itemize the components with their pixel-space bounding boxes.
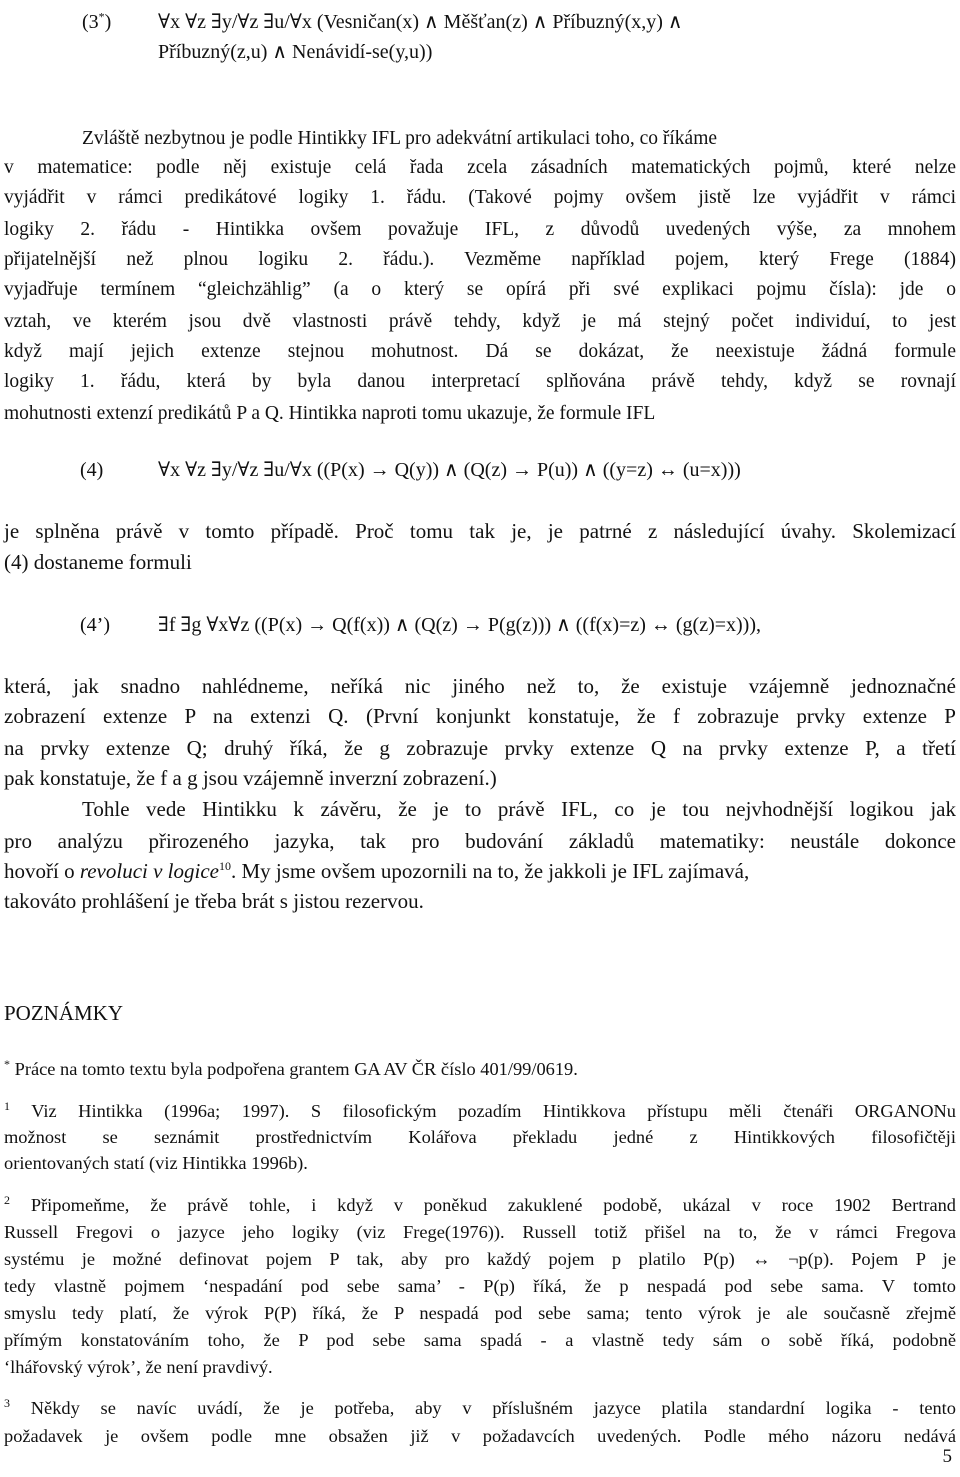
formula-3-label: (3*): [82, 9, 112, 33]
para2-line-2: (4) dostaneme formuli: [4, 550, 192, 574]
footnote-1-line-3: orientovaných statí (viz Hintikka 1996b).: [4, 1153, 308, 1173]
para1-line-5: přijatelnější než plnou logiku 2. řádu.). Vezměme například pojem, který Frege (1884): [4, 249, 956, 270]
footnote-2-line-1: $^2$ Připomeňme, že právě tohle, i když v poněkud zakuklené podobě, ukázal v roce 1902 Bertrand: [4, 1192, 956, 1215]
para4-line-2: pro analýzu přirozeného jazyka, tak pro budování základů matematiky: neustále dokonce: [4, 829, 956, 853]
footnote-star: * Práce na tomto textu byla podpořena grantem GA AV ČR číslo 401/99/0619.: [4, 1056, 578, 1079]
para1-line-3: vyjádřit v rámci predikátové logiky 1. řádu. (Takové pojmy ovšem jistě lze vyjádřit v rámci: [4, 187, 956, 208]
formula-4-label: (4): [80, 459, 104, 481]
para1-line-10: mohutnosti extenzí predikátů P a Q. Hintikka naproti tomu ukazuje, že formule IFL: [4, 403, 656, 424]
page-number: 5: [942, 1446, 952, 1467]
para1-line-1: Zvláště nezbytnou je podle Hintikky IFL pro adekvátní artikulaci toho, co říkáme: [82, 128, 718, 149]
para1-line-4: logiky 2. řádu - Hintikka ovšem považuje IFL, z důvodů uvedených výše, za mnohem: [4, 219, 956, 240]
footnote-2-line-4: tedy vlastně pojmem ‘nespadání pod sebe sama’ - P(p) říká, že p nespadá pod sebe sama. V tomto: [4, 1276, 956, 1296]
footnote-3-line-1: $^3$ Někdy se navíc uvádí, že je potřeba, aby v příslušném jazyce platila standardní logika - tento: [4, 1395, 956, 1418]
para3-line-2: zobrazení extenze P na extenzi Q. (První konjunkt konstatuje, že f zobrazuje prvky extenze P: [4, 704, 956, 728]
formula-4prime-label: (4’): [80, 614, 110, 636]
para1-line-7: vztah, ve kterém jsou dvě vlastnosti právě tehdy, když je má stejný počet individuí, to jest: [4, 311, 956, 332]
formula-3-line-2: Příbuzný(z,u) ∧ Nenávidí-se(y,u)): [158, 41, 433, 63]
formula-3-line-1: ∀x ∀z ∃y/∀z ∃u/∀x (Vesničan(x) ∧ Měšťan(z) ∧ Příbuzný(x,y) ∧: [158, 11, 683, 33]
para1-line-9: logiky 1. řádu, která by byla danou interpretací splňována právě tehdy, když se rovnají: [4, 371, 956, 392]
para4-line-3: hovoří o revoluci v logice$^{10}$. My jsme ovšem upozornili na to, že jakkoli je IFL zajímavá,: [4, 859, 750, 883]
footnote-1-line-1: $^1$ Viz Hintikka (1996a; 1997). S filosofickým pozadím Hintikkova přístupu měli čtenáři ORGANONu: [4, 1098, 956, 1121]
para2-line-1: je splněna právě v tomto případě. Proč tomu tak je, je patrné z následující úvahy. Skolemizací: [4, 519, 956, 543]
para1-line-8: když mají jejich extenze stejnou mohutnost. Dá se dokázat, že neexistuje žádná formule: [4, 341, 956, 362]
para1-line-2: v matematice: podle něj existuje celá řada zcela zásadních matematických pojmů, které nelze: [4, 157, 956, 178]
formula-4-body: ∀x ∀z ∃y/∀z ∃u/∀x ((P(x) → Q(y)) ∧ (Q(z) → P(u)) ∧ ((y=z) ↔ (u=x))): [158, 459, 741, 481]
notes-heading: POZNÁMKY: [4, 1001, 124, 1025]
para3-line-4: pak konstatuje, že f a g jsou vzájemně inverzní zobrazení.): [4, 766, 497, 790]
footnote-2-line-3: systému je možné definovat pojem P tak, aby pro každý pojem p platilo P(p) ↔ ¬p(p). Pojem P je: [4, 1249, 956, 1269]
footnote-2-line-7: ‘lhářovský výrok’, že není pravdivý.: [4, 1357, 273, 1377]
footnote-2-line-5: smyslu tedy platí, že výrok P(P) říká, že P nespadá pod sebe sama; tento výrok je ale současně zřejmě: [4, 1303, 956, 1323]
formula-4prime-body: ∃f ∃g ∀x∀z ((P(x) → Q(f(x)) ∧ (Q(z) → P(g(z))) ∧ ((f(x)=z) ↔ (g(z)=x))),: [158, 614, 761, 636]
para4-line-1: Tohle vede Hintikku k závěru, že je to právě IFL, co je tou nejvhodnější logikou jak: [82, 797, 956, 821]
para3-line-1: která, jak snadno nahlédneme, neříká nic jiného než to, že existuje vzájemně jednoznačné: [4, 674, 956, 698]
footnote-3-line-2: požadavek je ovšem podle mne obsažen již v požadavcích uvedených. Podle mého názoru nedává: [4, 1426, 956, 1446]
para1-line-6: vyjadřuje termínem “gleichzählig” (a o který se opírá při své explikaci pojmu čísla): jde o: [4, 279, 956, 300]
para3-line-3: na prvky extenze Q; druhý říká, že g zobrazuje prvky extenze Q na prvky extenze P, a třetí: [4, 736, 956, 760]
footnote-2-line-2: Russell Fregovi o jazyce jeho logiky (viz Frege(1976)). Russell totiž přišel na to, že v rámci Fregova: [4, 1222, 956, 1242]
footnote-2-line-6: přímým konstatováním toho, že P pod sebe sama spadá - a vlastně tedy sám o sobě říká, podobně: [4, 1330, 956, 1350]
footnote-1-line-2: možnost se seznámit prostřednictvím Kolářova překladu jedné z Hintikkových filosofičtěji: [4, 1127, 956, 1147]
para4-line-4: takováto prohlášení je třeba brát s jistou rezervou.: [4, 889, 424, 913]
